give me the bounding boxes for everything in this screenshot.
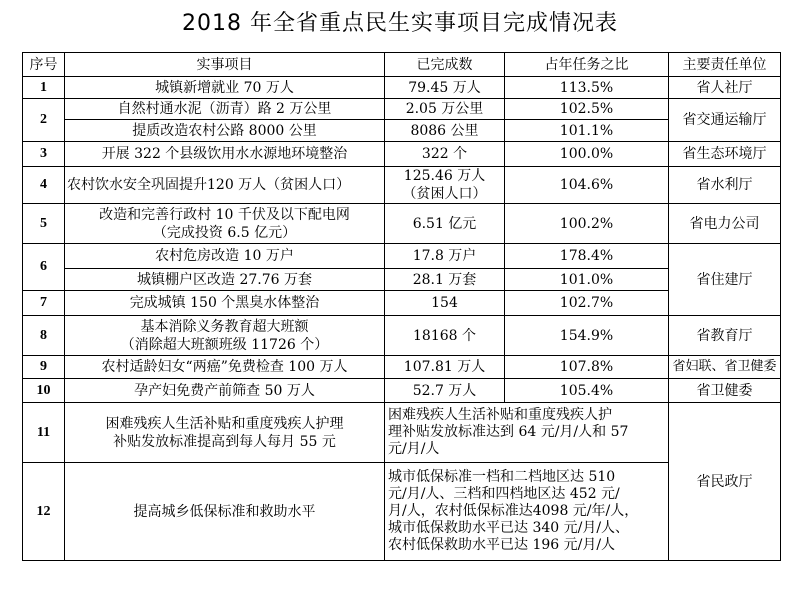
row-done: 107.81 万人	[385, 356, 505, 379]
row-no: 7	[23, 291, 65, 316]
row-no: 4	[23, 167, 65, 204]
row-done: 28.1 万套	[385, 269, 505, 291]
row-ratio: 105.4%	[505, 379, 669, 403]
row-unit: 省卫健委	[669, 379, 781, 403]
done-line: 125.46 万人	[403, 168, 486, 184]
table-row	[23, 99, 781, 120]
row-done: 8086 公里	[385, 120, 505, 142]
table-row	[23, 142, 781, 167]
row-ratio: 113.5%	[505, 77, 669, 99]
row-project: 孕产妇免费产前筛查 50 万人	[65, 379, 385, 403]
row-done: 79.45 万人	[385, 77, 505, 99]
row-done	[385, 167, 505, 204]
row-unit: 省教育厅	[669, 316, 781, 356]
row-ratio: 154.9%	[505, 316, 669, 356]
result-line: 困难残疾人生活补贴和重度残疾人护	[388, 407, 612, 423]
row-no: 2	[23, 99, 65, 142]
row-project	[65, 316, 385, 356]
row-unit: 省民政厅	[669, 403, 781, 561]
table-row	[23, 120, 781, 142]
table-row	[23, 244, 781, 269]
result-line: 农村低保救助水平已达 196 元/月/人	[388, 537, 616, 553]
table-row	[23, 316, 781, 356]
row-no: 8	[23, 316, 65, 356]
header-project: 实事项目	[65, 53, 385, 77]
row-no: 5	[23, 204, 65, 244]
table-row	[23, 204, 781, 244]
row-ratio: 101.1%	[505, 120, 669, 142]
project-line: 基本消除义务教育超大班额	[140, 318, 309, 335]
table-row	[23, 379, 781, 403]
table-row	[23, 356, 781, 379]
result-line: 城市低保救助水平已达 340 元/月/人、	[388, 520, 630, 536]
row-unit: 省妇联、省卫健委	[669, 356, 781, 379]
row-done: 6.51 亿元	[385, 204, 505, 244]
row-project: 提高城乡低保标准和救助水平	[65, 463, 385, 561]
row-ratio: 102.5%	[505, 99, 669, 120]
row-project: 农村危房改造 10 万户	[65, 244, 385, 269]
result-line: 月/人，农村低保标准达4098 元/年/人，	[388, 503, 639, 519]
row-ratio: 107.8%	[505, 356, 669, 379]
result-line: 理补贴发放标准达到 64 元/月/人和 57	[388, 424, 629, 440]
row-no: 9	[23, 356, 65, 379]
row-done: 154	[385, 291, 505, 316]
row-project: 农村饮水安全巩固提升120 万人（贫困人口）	[65, 167, 385, 204]
row-unit: 省人社厅	[669, 77, 781, 99]
row-no: 1	[23, 77, 65, 99]
project-line: （完成投资 6.5 亿元）	[152, 224, 297, 241]
row-unit: 省电力公司	[669, 204, 781, 244]
project-line: 补贴发放标准提高到每人每月 55 元	[113, 433, 336, 450]
row-ratio: 101.0%	[505, 269, 669, 291]
page-title: 2018 年全省重点民生实事项目完成情况表	[182, 11, 618, 36]
row-ratio: 100.0%	[505, 142, 669, 167]
row-project: 完成城镇 150 个黑臭水体整治	[65, 291, 385, 316]
row-done: 18168 个	[385, 316, 505, 356]
table-row	[23, 291, 781, 316]
result-line: 元/月/人	[388, 441, 440, 457]
result-line: 元/月/人、三档和四档地区达 452 元/	[388, 486, 620, 502]
row-ratio: 102.7%	[505, 291, 669, 316]
row-no: 6	[23, 244, 65, 291]
table-row	[23, 77, 781, 99]
row-no: 3	[23, 142, 65, 167]
header-unit: 主要责任单位	[669, 53, 781, 77]
row-project: 城镇棚户区改造 27.76 万套	[65, 269, 385, 291]
row-done: 322 个	[385, 142, 505, 167]
table-row	[23, 403, 781, 463]
header-row	[23, 53, 781, 77]
row-project	[65, 204, 385, 244]
row-ratio: 104.6%	[505, 167, 669, 204]
row-ratio: 100.2%	[505, 204, 669, 244]
row-unit: 省生态环境厅	[669, 142, 781, 167]
row-project: 城镇新增就业 70 万人	[65, 77, 385, 99]
row-project	[65, 403, 385, 463]
row-project: 开展 322 个县级饮用水水源地环境整治	[65, 142, 385, 167]
row-unit: 省交通运输厅	[669, 99, 781, 142]
livelihood-projects-table	[22, 52, 781, 561]
row-unit: 省水利厅	[669, 167, 781, 204]
row-no: 12	[23, 463, 65, 561]
header-done: 已完成数	[385, 53, 505, 77]
table-row	[23, 463, 781, 561]
row-done: 2.05 万公里	[385, 99, 505, 120]
row-done: 52.7 万人	[385, 379, 505, 403]
row-no: 11	[23, 403, 65, 463]
project-line: （消除超大班额班级 11726 个）	[120, 336, 329, 353]
row-result	[385, 403, 669, 463]
row-done: 17.8 万户	[385, 244, 505, 269]
header-no: 序号	[23, 53, 65, 77]
row-project: 提质改造农村公路 8000 公里	[65, 120, 385, 142]
row-ratio: 178.4%	[505, 244, 669, 269]
row-unit: 省住建厅	[669, 244, 781, 316]
header-ratio: 占年任务之比	[505, 53, 669, 77]
row-project: 自然村通水泥（沥青）路 2 万公里	[65, 99, 385, 120]
row-project: 农村适龄妇女“两癌”免费检查 100 万人	[65, 356, 385, 379]
done-line: （贫困人口）	[402, 186, 487, 202]
table-row	[23, 167, 781, 204]
project-line: 改造和完善行政村 10 千伏及以下配电网	[99, 206, 350, 223]
row-result	[385, 463, 669, 561]
result-line: 城市低保标准一档和二档地区达 510	[388, 469, 616, 485]
row-no: 10	[23, 379, 65, 403]
project-line: 困难残疾人生活补贴和重度残疾人护理	[105, 415, 344, 432]
table-row	[23, 269, 781, 291]
